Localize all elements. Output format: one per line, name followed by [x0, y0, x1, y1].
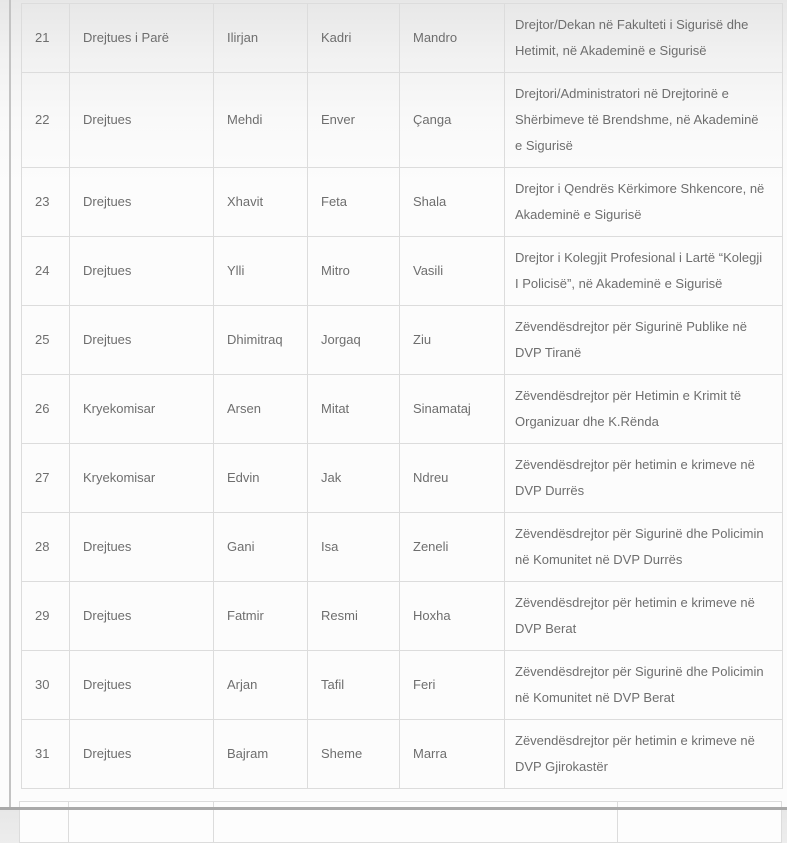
first-name-cell: Arsen: [214, 375, 308, 444]
rank-cell: Drejtues: [70, 651, 214, 720]
rank-cell: Drejtues: [70, 237, 214, 306]
first-name-cell: Dhimitraq: [214, 306, 308, 375]
father-name-cell: Jak: [308, 444, 400, 513]
last-name-cell: Zeneli: [400, 513, 505, 582]
first-name-cell: Mehdi: [214, 73, 308, 168]
table-row: [22, 720, 783, 789]
row-number-cell: 28: [22, 513, 70, 582]
position-cell: Zëvendësdrejtor për Sigurinë Publike në DVP Tiranë: [505, 306, 783, 375]
officials-table-body: [22, 4, 783, 789]
last-name-cell: Hoxha: [400, 582, 505, 651]
page-edge-line: [9, 0, 11, 810]
last-name-cell: Ziu: [400, 306, 505, 375]
table-row: [22, 4, 783, 73]
position-cell: Drejtori/Administratori në Drejtorinë e Shërbimeve të Brendshme, në Akademinë e Sigurisë: [505, 73, 783, 168]
row-number-cell: 23: [22, 168, 70, 237]
rank-cell: Drejtues: [70, 306, 214, 375]
table-row: [22, 73, 783, 168]
first-name-cell: Fatmir: [214, 582, 308, 651]
rank-cell: Drejtues: [70, 582, 214, 651]
first-name-cell: Ilirjan: [214, 4, 308, 73]
position-cell: Zëvendësdrejtor për hetimin e krimeve në DVP Durrës: [505, 444, 783, 513]
table-row: [22, 513, 783, 582]
row-number-cell: 29: [22, 582, 70, 651]
row-number-cell: 21: [22, 4, 70, 73]
father-name-cell: Jorgaq: [308, 306, 400, 375]
table-row: [22, 375, 783, 444]
rank-cell: Drejtues: [70, 720, 214, 789]
row-number-cell: 27: [22, 444, 70, 513]
position-cell: Drejtor/Dekan në Fakulteti i Sigurisë dhe Hetimit, në Akademinë e Sigurisë: [505, 4, 783, 73]
father-name-cell: Tafil: [308, 651, 400, 720]
table-row: [22, 306, 783, 375]
position-cell: Zëvendësdrejtor për hetimin e krimeve në DVP Gjirokastër: [505, 720, 783, 789]
row-number-cell: 31: [22, 720, 70, 789]
father-name-cell: Kadri: [308, 4, 400, 73]
last-name-cell: Çanga: [400, 73, 505, 168]
first-name-cell: Bajram: [214, 720, 308, 789]
father-name-cell: Mitat: [308, 375, 400, 444]
father-name-cell: Feta: [308, 168, 400, 237]
table-row: [22, 444, 783, 513]
row-number-cell: 24: [22, 237, 70, 306]
last-name-cell: Vasili: [400, 237, 505, 306]
last-name-cell: Shala: [400, 168, 505, 237]
table-row: [22, 651, 783, 720]
table-row: [22, 582, 783, 651]
rank-cell: Kryekomisar: [70, 444, 214, 513]
position-cell: Zëvendësdrejtor për Sigurinë dhe Policimin në Komunitet në DVP Berat: [505, 651, 783, 720]
father-name-cell: Enver: [308, 73, 400, 168]
officials-table: [21, 3, 783, 789]
first-name-cell: Arjan: [214, 651, 308, 720]
first-name-cell: Edvin: [214, 444, 308, 513]
table-row: [22, 168, 783, 237]
rank-cell: Drejtues: [70, 168, 214, 237]
rank-cell: Drejtues i Parë: [70, 4, 214, 73]
father-name-cell: Mitro: [308, 237, 400, 306]
row-number-cell: 30: [22, 651, 70, 720]
last-name-cell: Sinamataj: [400, 375, 505, 444]
first-name-cell: Ylli: [214, 237, 308, 306]
last-name-cell: Feri: [400, 651, 505, 720]
position-cell: Zëvendësdrejtor për Hetimin e Krimit të Organizuar dhe K.Rënda: [505, 375, 783, 444]
row-number-cell: 25: [22, 306, 70, 375]
row-number-cell: 22: [22, 73, 70, 168]
last-name-cell: Marra: [400, 720, 505, 789]
position-cell: Drejtor i Kolegjit Profesional i Lartë “Kolegji I Policisë”, në Akademinë e Sigurisë: [505, 237, 783, 306]
position-cell: Drejtor i Qendrës Kërkimore Shkencore, në Akademinë e Sigurisë: [505, 168, 783, 237]
father-name-cell: Isa: [308, 513, 400, 582]
row-number-cell: 26: [22, 375, 70, 444]
table-row: [22, 237, 783, 306]
rank-cell: Drejtues: [70, 513, 214, 582]
rank-cell: Drejtues: [70, 73, 214, 168]
position-cell: Zëvendësdrejtor për Sigurinë dhe Policimin në Komunitet në DVP Durrës: [505, 513, 783, 582]
father-name-cell: Sheme: [308, 720, 400, 789]
last-name-cell: Mandro: [400, 4, 505, 73]
father-name-cell: Resmi: [308, 582, 400, 651]
first-name-cell: Gani: [214, 513, 308, 582]
last-name-cell: Ndreu: [400, 444, 505, 513]
position-cell: Zëvendësdrejtor për hetimin e krimeve në DVP Berat: [505, 582, 783, 651]
first-name-cell: Xhavit: [214, 168, 308, 237]
rank-cell: Kryekomisar: [70, 375, 214, 444]
